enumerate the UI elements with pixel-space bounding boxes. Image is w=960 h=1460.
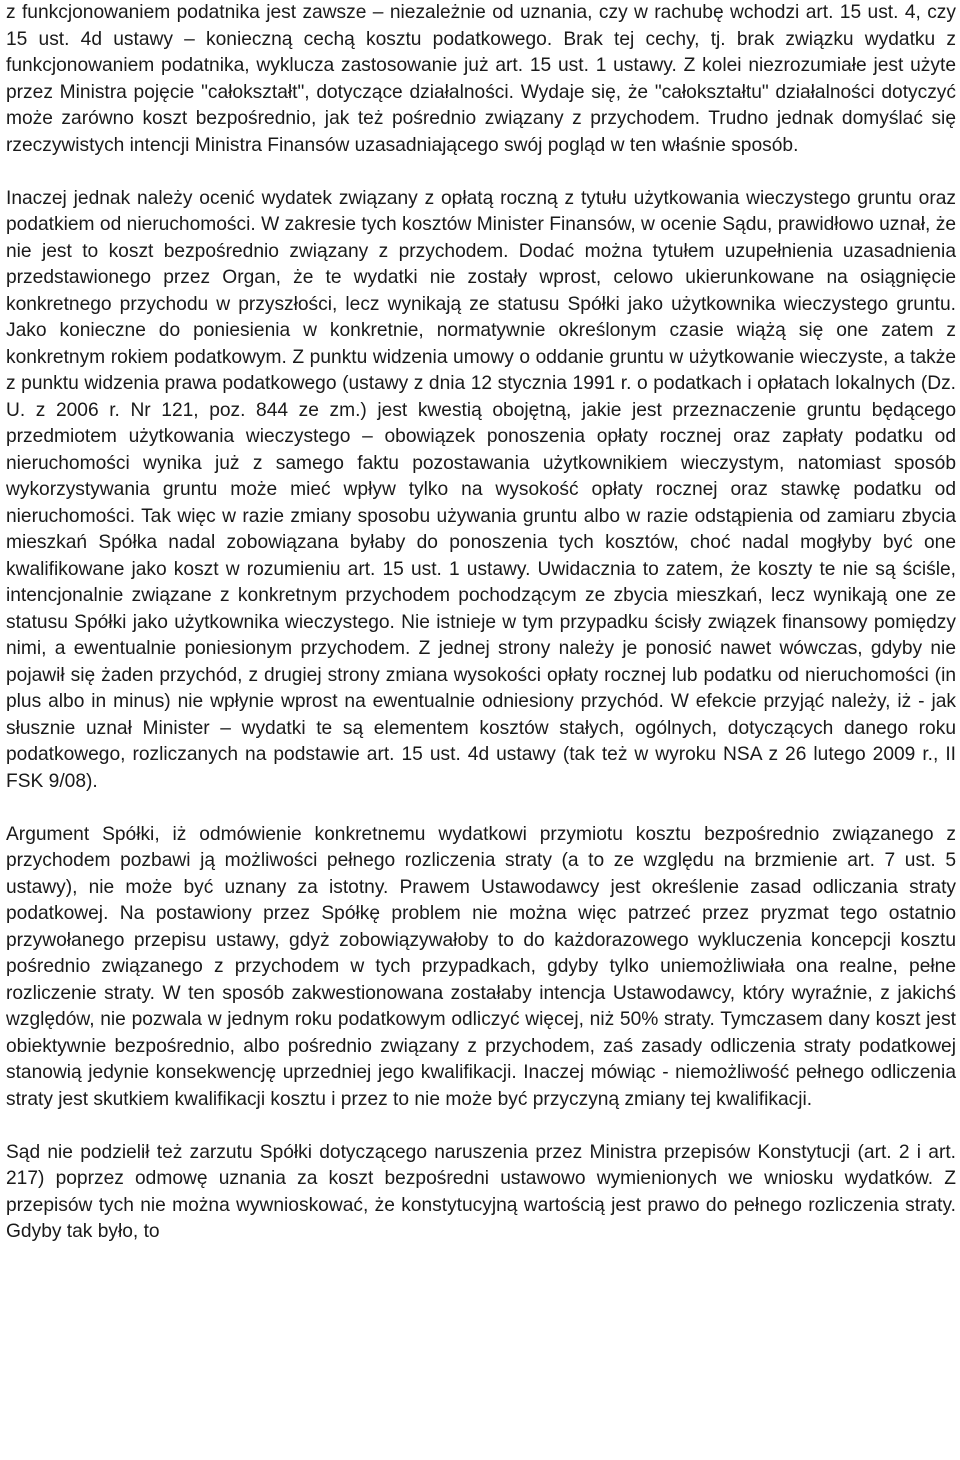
paragraph-4: Sąd nie podzielił też zarzutu Spółki dotyczącego naruszenia przez Ministra przepisów Konstytucji (art. 2 i art. 217) poprzez odmowę uznania za koszt bezpośredni ustawowo wymienionych we wniosku wydatków. Z przepisów tych nie można wywnioskować, że konstytucyjną wartością jest prawo do pełnego rozliczenia straty. Gdyby tak było, to [6,1141,956,1242]
document-page [6,0,956,1246]
paragraph-2: Inaczej jednak należy ocenić wydatek związany z opłatą roczną z tytułu użytkowania wieczystego gruntu oraz podatkiem od nieruchomości. W zakresie tych kosztów Minister Finansów, w ocenie Sądu, prawidłowo uznał, że nie jest to koszt bezpośrednio związany z przychodem. Dodać można tytułem uzupełnienia uzasadnienia przedstawionego przez Organ, że te wydatki nie zostały wprost, celowo ukierunkowane na osiągnięcie konkretnego przychodu w przyszłości, lecz wynikają ze statusu Spółki jako użytkownika wieczystego gruntu. Jako konieczne do poniesienia w konkretnie, normatywnie określonym czasie wiążą się one zatem z konkretnym rokiem podatkowym. Z punktu widzenia umowy o oddanie gruntu w użytkowanie wieczyste, a także z punktu widzenia prawa podatkowego (ustawy z dnia 12 stycznia 1991 r. o podatkach i opłatach lokalnych (Dz. U. z 2006 r. Nr 121, poz. 844 ze zm.) jest kwestią obojętną, jakie jest przeznaczenie gruntu będącego przedmiotem użytkowania wieczystego – obowiązek ponoszenia opłaty rocznej oraz zapłaty podatku od nieruchomości wynika już z samego faktu pozostawania użytkownikiem wieczystym, natomiast sposób wykorzystywania gruntu może mieć wpływ tylko na wysokość opłaty rocznej oraz stawkę podatku od nieruchomości. Tak więc w razie zmiany sposobu używania gruntu albo w razie odstąpienia od zamiaru zbycia mieszkań Spółka nadal zobowiązana byłaby do ponoszenia tych kosztów, choć nadal mogłyby być one kwalifikowane jako koszt w rozumieniu art. 15 ust. 1 ustawy. Uwidacznia to zatem, że koszty te nie są ściśle, intencjonalnie związane z konkretnym przychodem pochodzącym ze zbycia mieszkań, lecz wynikają one ze statusu Spółki jako użytkownika wieczystego. Nie istnieje w tym przypadku ścisły związek finansowy pomiędzy nimi, a ewentualnie poniesionym przychodem. Z jednej strony należy je ponosić nawet wówczas, gdyby nie pojawił się żaden przychód, z drugiej strony zmiana wysokości opłaty rocznej lub podatku od nieruchomości (in plus albo in minus) nie wpłynie wprost na ewentualnie odniesiony przychód. W efekcie przyjąć należy, iż - jak słusznie uznał Minister – wydatki te są elementem kosztów stałych, ogólnych, dotyczących danego roku podatkowego, rozliczanych na podstawie art. 15 ust. 4d ustawy (tak też w wyroku NSA z 26 lutego 2009 r., II FSK 9/08). [6,187,956,792]
paragraph-3: Argument Spółki, iż odmówienie konkretnemu wydatkowi przymiotu kosztu bezpośrednio związanego z przychodem pozbawi ją możliwości pełnego rozliczenia straty (a to ze względu na brzmienie art. 7 ust. 5 ustawy), nie może być uznany za istotny. Prawem Ustawodawcy jest określenie zasad odliczania straty podatkowej. Na postawiony przez Spółkę problem nie można więc patrzeć przez pryzmat tego ostatnio przywołanego przepisu ustawy, gdyż zobowiązywałoby to do każdorazowego wykluczenia koncepcji kosztu pośrednio związanego z przychodem w tych przypadkach, gdyby tylko uniemożliwiała ona realne, pełne rozliczenie straty. W ten sposób zakwestionowana zostałaby intencja Ustawodawcy, który wyraźnie, z jakichś względów, nie pozwala w jednym roku podatkowym odliczyć więcej, niż 50% straty. Tymczasem dany koszt jest obiektywnie bezpośrednio, albo pośrednio związany z przychodem, zaś zasady odliczenia straty podatkowej stanowią jedynie konsekwencję uprzedniej jego kwalifikacji. Inaczej mówiąc - niemożliwość pełnego odliczenia straty jest skutkiem kwalifikacji kosztu i przez to nie może być przyczyną zmiany tej kwalifikacji. [6,823,956,1110]
paragraph-1: z funkcjonowaniem podatnika jest zawsze – niezależnie od uznania, czy w rachubę wchodzi art. 15 ust. 4, czy 15 ust. 4d ustawy – konieczną cechą kosztu podatkowego. Brak tej cechy, tj. brak związku wydatku z funkcjonowaniem podatnika, wyklucza zastosowanie już art. 15 ust. 1 ustawy. Z kolei niezrozumiałe jest użyte przez Ministra pojęcie "całokształt", dotyczące działalności. Wydaje się, że "całokształtu" działalności dotyczyć może zarówno koszt bezpośrednio, jak też pośrednio związany z przychodem. Trudno jednak domyślać się rzeczywistych intencji Ministra Finansów uzasadniającego swój pogląd w ten właśnie sposób. [6,2,956,156]
